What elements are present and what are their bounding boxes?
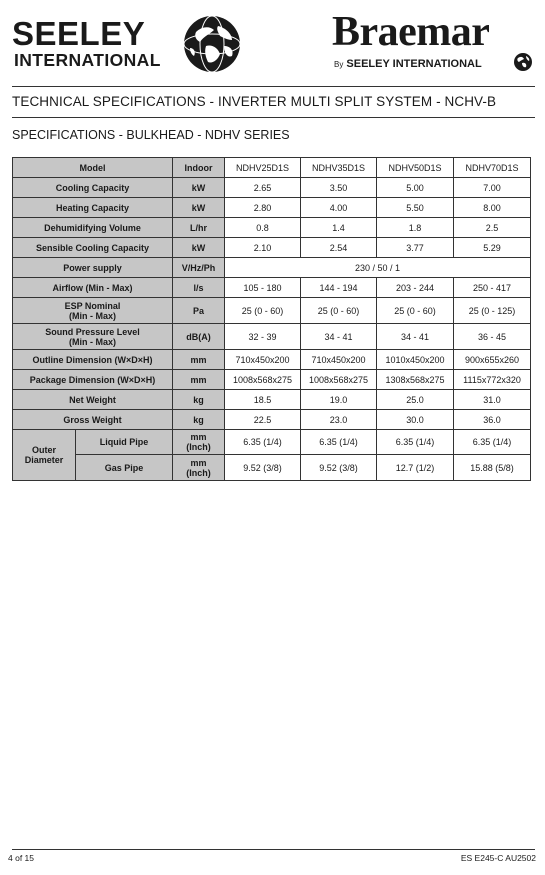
unit-cell: V/Hz/Ph [173,258,225,278]
unit-cell: kg [173,410,225,430]
value-cell: 1008x568x275 [301,370,377,390]
table-row [13,238,531,258]
value-cell: 5.29 [454,238,531,258]
value-cell: 1115x772x320 [454,370,531,390]
table-row [13,258,531,278]
value-cell: 3.50 [301,178,377,198]
value-cell: 3.77 [377,238,454,258]
table-row [13,324,531,350]
value-cell: 36 - 45 [454,324,531,350]
value-cell: 710x450x200 [301,350,377,370]
unit-cell: kg [173,390,225,410]
table-row [13,370,531,390]
model-cell: NDHV70D1S [454,158,531,178]
value-cell: 25 (0 - 60) [377,298,454,324]
logo-company-text: SEELEY INTERNATIONAL [346,58,482,70]
unit-cell: l/s [173,278,225,298]
value-cell: 7.00 [454,178,531,198]
spec-table [12,157,531,481]
table-row [13,298,531,324]
value-cell: 9.52 (3/8) [301,455,377,481]
row-label-line: ESP Nominal [64,300,121,311]
value-cell: 6.35 (1/4) [377,430,454,455]
table-row [13,198,531,218]
liquid-pipe-label: Liquid Pipe [76,430,173,455]
value-cell: 144 - 194 [301,278,377,298]
unit-line: mm [190,432,207,442]
value-cell: 4.00 [301,198,377,218]
value-cell: 5.50 [377,198,454,218]
row-label: Package Dimension (W×D×H) [13,370,173,390]
value-cell: 203 - 244 [377,278,454,298]
model-cell: NDHV50D1S [377,158,454,178]
row-label: Net Weight [13,390,173,410]
table-row [13,278,531,298]
value-cell: 23.0 [301,410,377,430]
unit-cell: kW [173,198,225,218]
value-cell: 34 - 41 [301,324,377,350]
table-row [13,178,531,198]
row-label-line: Sound Pressure Level [45,326,140,337]
value-cell: 18.5 [225,390,301,410]
value-cell: 2.10 [225,238,301,258]
value-cell: 900x655x260 [454,350,531,370]
gas-pipe-label: Gas Pipe [76,455,173,481]
value-cell: 6.35 (1/4) [301,430,377,455]
power-supply-value: 230 / 50 / 1 [225,258,531,278]
section-subtitle: SPECIFICATIONS - BULKHEAD - NDHV SERIES [12,128,290,142]
table-row [13,218,531,238]
row-label: Dehumidifying Volume [13,218,173,238]
value-cell: 2.54 [301,238,377,258]
value-cell: 22.5 [225,410,301,430]
value-cell: 1008x568x275 [225,370,301,390]
header-rule [12,86,535,87]
indoor-label-cell: Indoor [173,158,225,178]
row-label: Airflow (Min - Max) [13,278,173,298]
model-cell: NDHV25D1S [225,158,301,178]
value-cell: 34 - 41 [377,324,454,350]
value-cell: 2.80 [225,198,301,218]
braemar-logo [332,9,536,74]
value-cell: 1.8 [377,218,454,238]
value-cell: 2.65 [225,178,301,198]
value-cell: 9.52 (3/8) [225,455,301,481]
model-label-cell: Model [13,158,173,178]
value-cell: 12.7 (1/2) [377,455,454,481]
footer-rule [12,849,535,850]
value-cell: 31.0 [454,390,531,410]
value-cell: 2.5 [454,218,531,238]
outer-diameter-line: Diameter [24,455,64,465]
value-cell: 105 - 180 [225,278,301,298]
row-label-line: (Min - Max) [69,310,116,321]
row-label: Cooling Capacity [13,178,173,198]
page-number: 4 of 15 [8,853,34,863]
value-cell: 25 (0 - 60) [301,298,377,324]
unit-cell [173,455,225,481]
table-row [13,430,531,455]
unit-cell: kW [173,178,225,198]
row-label-line: (Min - Max) [69,336,116,347]
value-cell: 710x450x200 [225,350,301,370]
model-cell: NDHV35D1S [301,158,377,178]
value-cell: 25.0 [377,390,454,410]
table-row [13,410,531,430]
row-label [13,324,173,350]
value-cell: 36.0 [454,410,531,430]
logo-braemar-text: Braemar [332,9,490,55]
unit-line: mm [190,457,207,468]
value-cell: 250 - 417 [454,278,531,298]
unit-cell: mm [173,370,225,390]
row-label: Sensible Cooling Capacity [13,238,173,258]
globe-icon [182,14,242,74]
unit-cell: L/hr [173,218,225,238]
logo-by-text: By [334,60,344,69]
value-cell: 15.88 (5/8) [454,455,531,481]
title-rule [12,117,535,118]
outer-diameter-label [13,430,76,481]
row-label [13,298,173,324]
unit-cell: dB(A) [173,324,225,350]
logo-international-text: INTERNATIONAL [14,50,161,70]
logo-by-seeley-line [334,58,482,71]
small-globe-icon [513,52,533,72]
value-cell: 5.00 [377,178,454,198]
row-label: Heating Capacity [13,198,173,218]
unit-cell: kW [173,238,225,258]
table-row [13,390,531,410]
value-cell: 32 - 39 [225,324,301,350]
unit-cell: Pa [173,298,225,324]
table-row [13,455,531,481]
value-cell: 25 (0 - 125) [454,298,531,324]
value-cell: 6.35 (1/4) [454,430,531,455]
table-row [13,350,531,370]
row-label: Outline Dimension (W×D×H) [13,350,173,370]
outer-diameter-line: Outer [31,445,56,455]
value-cell: 25 (0 - 60) [225,298,301,324]
document-code: ES E245-C AU2502 [460,853,536,863]
value-cell: 19.0 [301,390,377,410]
value-cell: 1.4 [301,218,377,238]
value-cell: 1308x568x275 [377,370,454,390]
unit-cell [173,430,225,455]
seeley-international-logo [12,14,244,74]
row-label: Gross Weight [13,410,173,430]
unit-line: (Inch) [186,442,211,452]
unit-line: (Inch) [186,467,211,478]
row-label: Power supply [13,258,173,278]
page-title: TECHNICAL SPECIFICATIONS - INVERTER MULTI SPLIT SYSTEM - NCHV-B [12,94,497,109]
value-cell: 8.00 [454,198,531,218]
table-header-row [13,158,531,178]
unit-cell: mm [173,350,225,370]
value-cell: 30.0 [377,410,454,430]
value-cell: 1010x450x200 [377,350,454,370]
value-cell: 6.35 (1/4) [225,430,301,455]
logo-seeley-text: SEELEY [12,15,146,52]
value-cell: 0.8 [225,218,301,238]
